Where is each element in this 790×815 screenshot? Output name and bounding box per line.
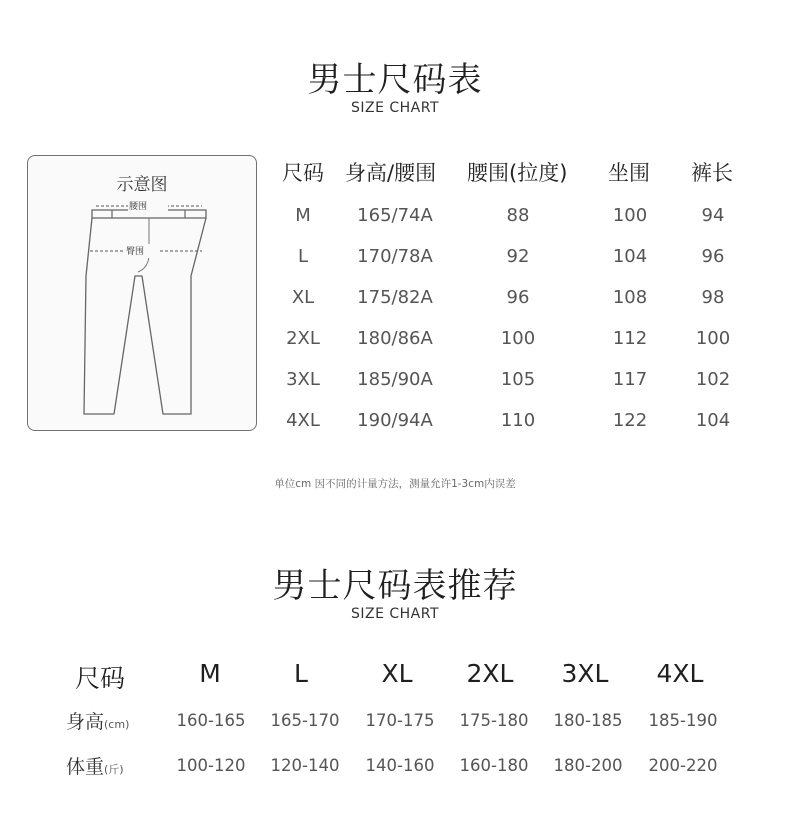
weight-value: 100-120 bbox=[176, 756, 246, 775]
size-chart-title: 男士尺码表 bbox=[307, 60, 483, 100]
cell-length: 98 bbox=[701, 287, 725, 308]
size-chart-subtitle: SIZE CHART bbox=[350, 100, 440, 116]
waist-label: 腰围 bbox=[129, 202, 148, 212]
header-height: 身高/腰围 bbox=[345, 161, 437, 185]
weight-value: 200-220 bbox=[648, 756, 718, 775]
cell-hip: 104 bbox=[612, 246, 648, 267]
height-value: 175-180 bbox=[459, 711, 529, 730]
header-waist: 腰围(拉度) bbox=[467, 161, 568, 185]
hip-label: 臀围 bbox=[126, 247, 145, 257]
recommend-size: 3XL bbox=[561, 659, 609, 688]
cell-size: M bbox=[295, 205, 311, 226]
recommend-size: 4XL bbox=[656, 659, 704, 688]
cell-waist: 96 bbox=[506, 287, 530, 308]
cell-size: XL bbox=[291, 287, 315, 308]
recommend-size: M bbox=[199, 659, 221, 688]
cell-waist: 110 bbox=[500, 410, 536, 431]
height-value: 170-175 bbox=[365, 711, 435, 730]
cell-size: 4XL bbox=[286, 410, 320, 431]
pants-diagram bbox=[27, 155, 257, 431]
cell-hip: 108 bbox=[612, 287, 648, 308]
cell-height: 190/94A bbox=[357, 410, 433, 431]
height-value: 185-190 bbox=[648, 711, 718, 730]
cell-hip: 122 bbox=[612, 410, 648, 431]
cell-height: 165/74A bbox=[357, 205, 433, 226]
height-value: 180-185 bbox=[553, 711, 623, 730]
height-value: 165-170 bbox=[270, 711, 340, 730]
cell-height: 175/82A bbox=[357, 287, 433, 308]
cell-height: 185/90A bbox=[357, 369, 433, 390]
height-row-label: 身高(cm) bbox=[66, 711, 130, 733]
recommend-size: 2XL bbox=[466, 659, 514, 688]
cell-hip: 112 bbox=[612, 328, 648, 349]
cell-waist: 88 bbox=[506, 205, 530, 226]
header-length: 裤长 bbox=[691, 161, 733, 185]
cell-size: L bbox=[297, 246, 309, 267]
weight-row-label: 体重(斤) bbox=[66, 756, 124, 778]
cell-size: 3XL bbox=[286, 369, 320, 390]
cell-hip: 117 bbox=[612, 369, 648, 390]
cell-length: 94 bbox=[701, 205, 725, 226]
recommend-header-label: 尺码 bbox=[75, 664, 126, 693]
header-hip: 坐围 bbox=[608, 161, 650, 185]
cell-length: 104 bbox=[695, 410, 731, 431]
cell-hip: 100 bbox=[612, 205, 648, 226]
height-value: 160-165 bbox=[176, 711, 246, 730]
cell-waist: 100 bbox=[500, 328, 536, 349]
weight-value: 140-160 bbox=[365, 756, 435, 775]
weight-value: 160-180 bbox=[459, 756, 529, 775]
cell-length: 96 bbox=[701, 246, 725, 267]
cell-waist: 105 bbox=[500, 369, 536, 390]
cell-length: 102 bbox=[695, 369, 731, 390]
cell-waist: 92 bbox=[506, 246, 530, 267]
recommend-title: 男士尺码表推荐 bbox=[272, 566, 518, 606]
measurement-note: 单位cm 因不同的计量方法，测量允许1-3cm内误差 bbox=[274, 478, 516, 490]
pants-illustration bbox=[28, 156, 258, 432]
weight-value: 180-200 bbox=[553, 756, 623, 775]
weight-value: 120-140 bbox=[270, 756, 340, 775]
cell-height: 170/78A bbox=[357, 246, 433, 267]
recommend-size: L bbox=[294, 659, 308, 688]
recommend-size: XL bbox=[381, 659, 413, 688]
cell-length: 100 bbox=[695, 328, 731, 349]
header-size: 尺码 bbox=[282, 161, 324, 185]
recommend-subtitle: SIZE CHART bbox=[350, 606, 440, 622]
cell-size: 2XL bbox=[286, 328, 320, 349]
diagram-label: 示意图 bbox=[116, 175, 168, 195]
cell-height: 180/86A bbox=[357, 328, 433, 349]
